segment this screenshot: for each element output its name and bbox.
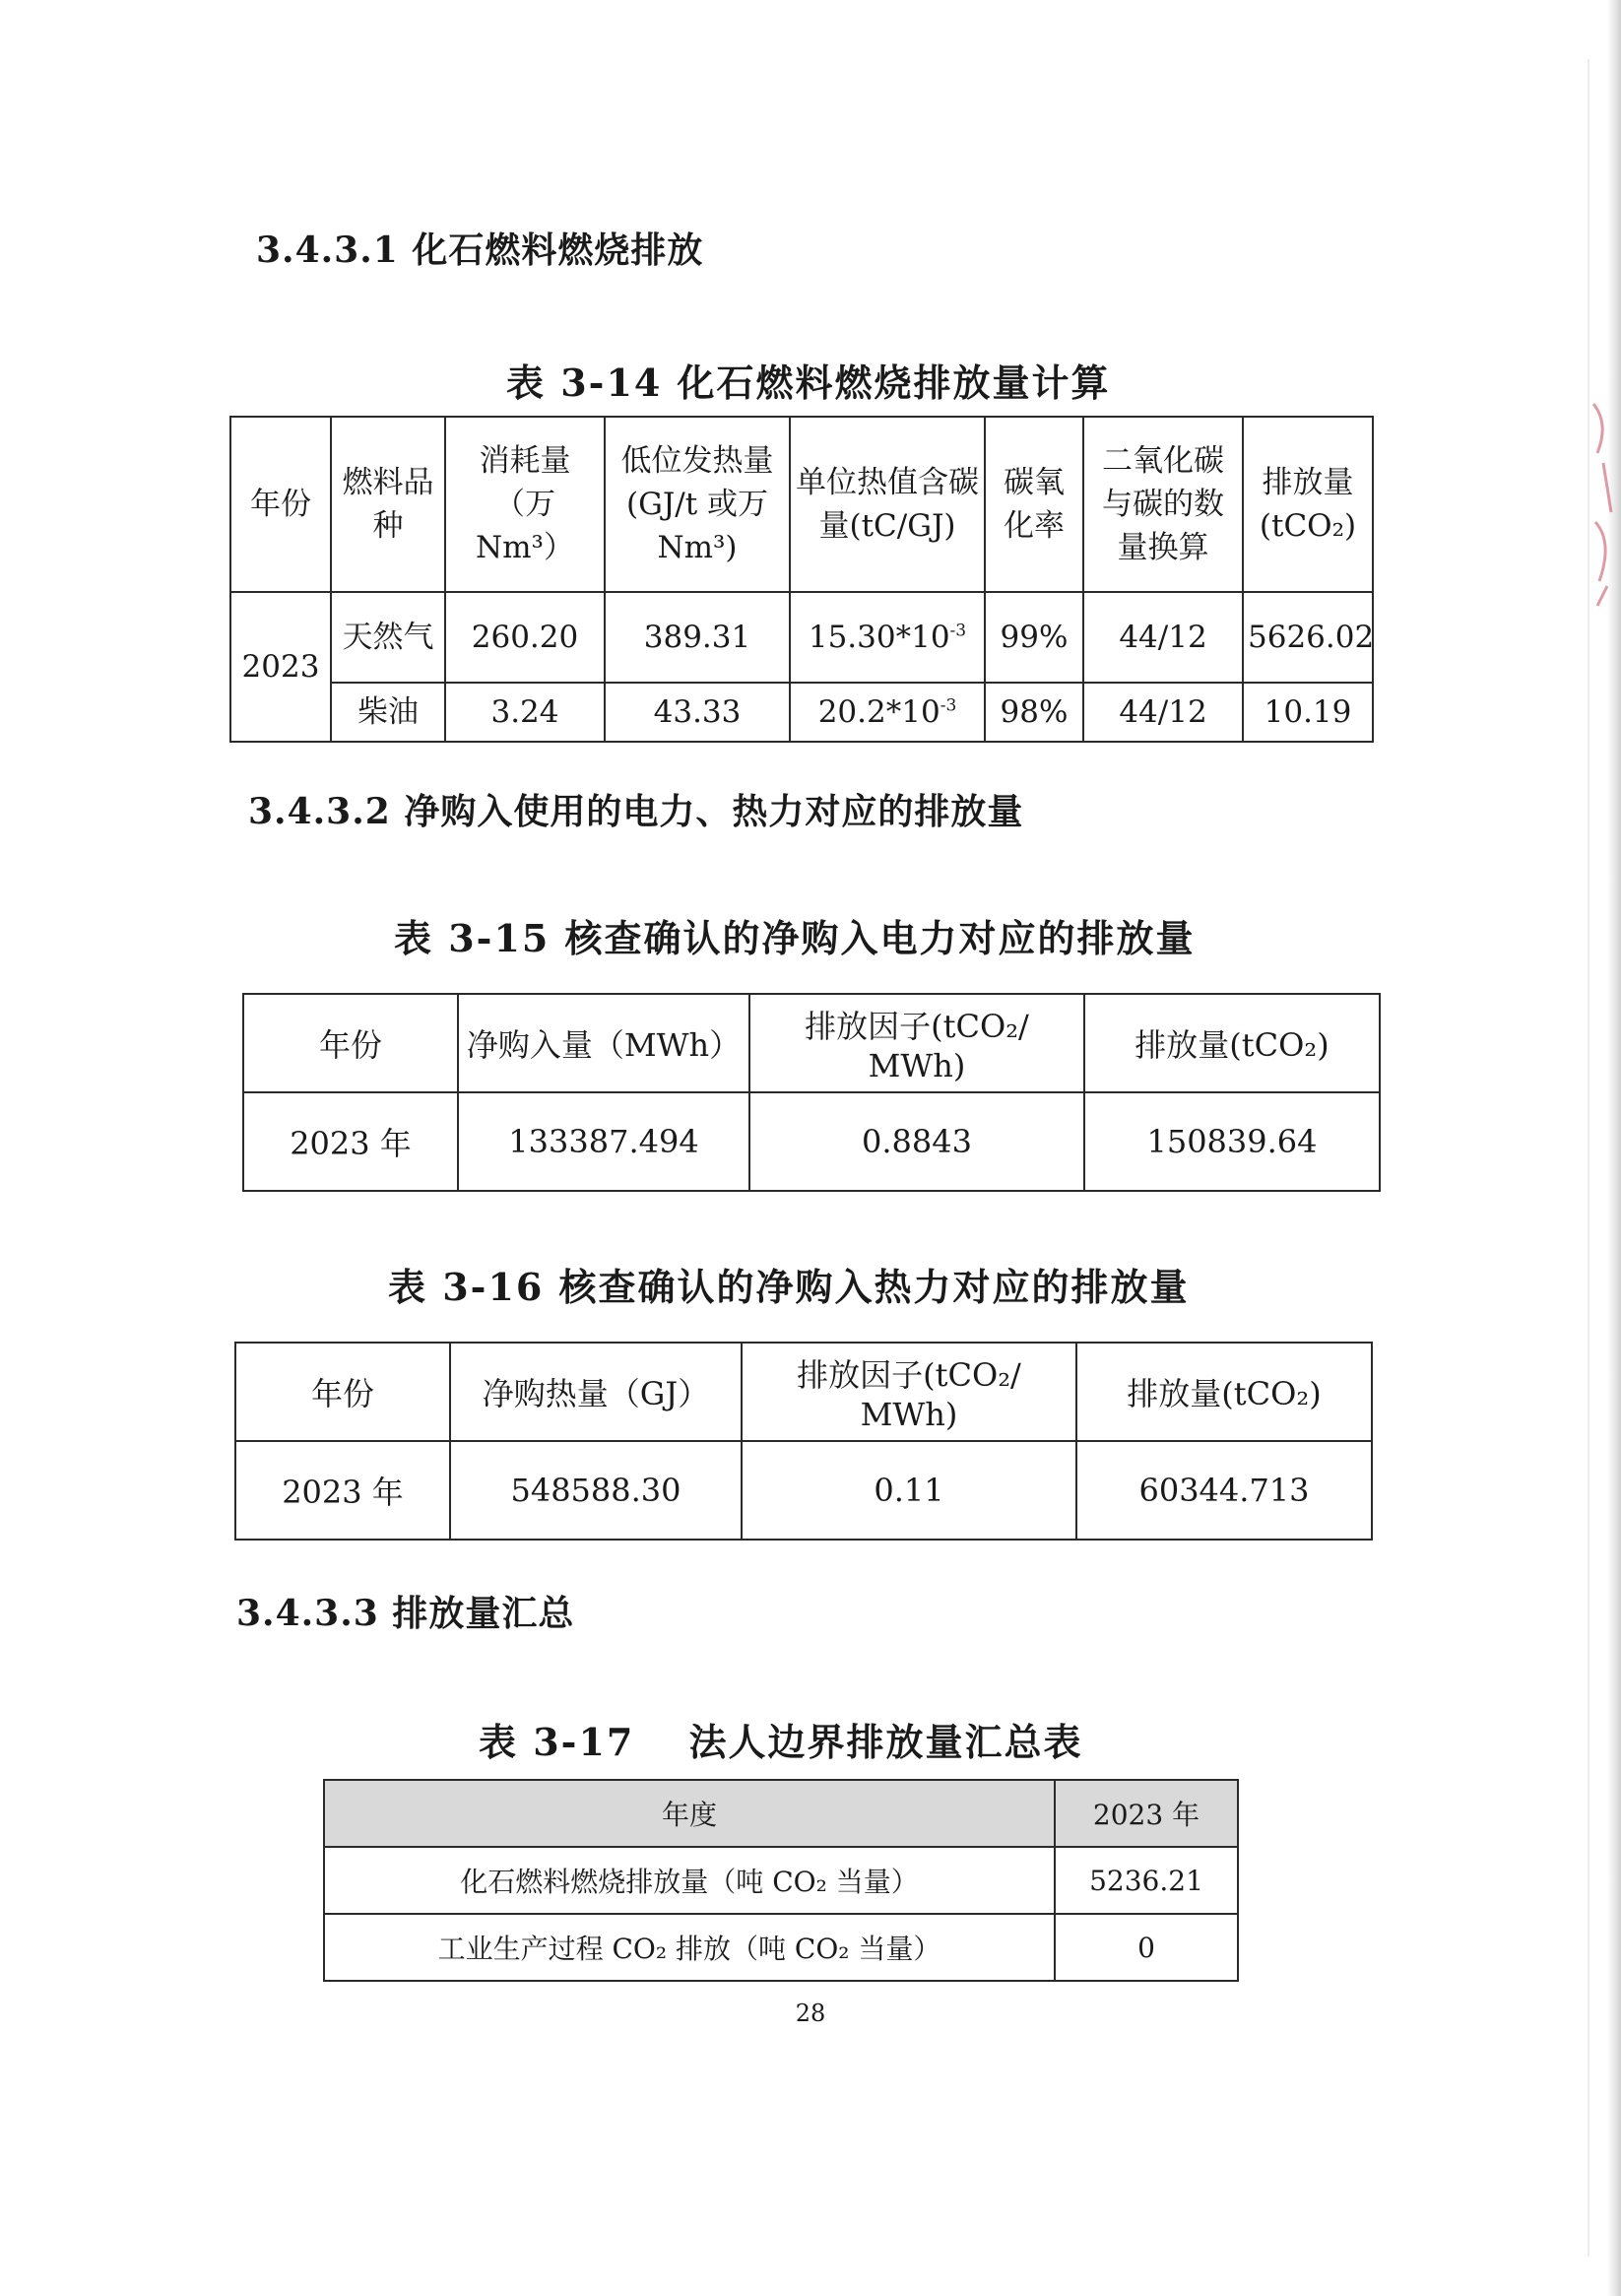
- table-caption-3-16: 表 3-16 核查确认的净购入热力对应的排放量: [388, 1265, 1190, 1309]
- header-year-label: 年度: [324, 1780, 1055, 1847]
- header-year: 年份: [235, 1343, 450, 1441]
- header-purchased-heat: 净购热量（GJ）: [450, 1343, 742, 1441]
- cell-consumption: 3.24: [445, 683, 605, 742]
- header-purchased-amount: 净购入量（MWh）: [458, 994, 749, 1092]
- cell-conversion-ratio: 44/12: [1083, 683, 1243, 742]
- carbon-exponent: -3: [949, 621, 967, 641]
- cell-year: 2023 年: [235, 1441, 450, 1540]
- purchased-heat-table: [234, 1342, 1373, 1541]
- cell-fuel: 柴油: [331, 683, 445, 742]
- header-oxidation-rate: 碳氧化率: [985, 417, 1083, 592]
- cell-lhv: 43.33: [605, 683, 790, 742]
- table-caption-3-14: 表 3-14 化石燃料燃烧排放量计算: [506, 361, 1111, 405]
- cell-carbon-content: [790, 683, 985, 742]
- summary-row-value: 5236.21: [1055, 1847, 1238, 1914]
- cell-emission: 5626.02: [1243, 592, 1373, 683]
- cell-year: 2023: [230, 592, 331, 742]
- cell-emission: 150839.64: [1084, 1092, 1380, 1191]
- header-emission-factor: 排放因子(tCO₂/ MWh): [742, 1343, 1076, 1441]
- header-year-value: 2023 年: [1055, 1780, 1238, 1847]
- header-emission: 排放量(tCO₂): [1076, 1343, 1372, 1441]
- cell-consumption: 260.20: [445, 592, 605, 683]
- page-number: 28: [795, 2000, 826, 2027]
- header-consumption: 消耗量（万 Nm³）: [445, 417, 605, 592]
- cell-oxidation-rate: 98%: [985, 683, 1083, 742]
- purchased-electricity-table: [242, 993, 1381, 1192]
- header-emission: 排放量(tCO₂): [1084, 994, 1380, 1092]
- cell-year: 2023 年: [243, 1092, 458, 1191]
- header-fuel: 燃料品种: [331, 417, 445, 592]
- carbon-base: 15.30*10: [808, 620, 950, 655]
- summary-row-label: 工业生产过程 CO₂ 排放（吨 CO₂ 当量）: [324, 1914, 1055, 1981]
- cell-carbon-content: [790, 592, 985, 683]
- header-conversion-ratio: 二氧化碳与碳的数量换算: [1083, 417, 1243, 592]
- cell-lhv: 389.31: [605, 592, 790, 683]
- cell-emission-factor: 0.11: [742, 1441, 1076, 1540]
- carbon-base: 20.2*10: [817, 694, 940, 730]
- header-lhv: 低位发热量(GJ/t 或万 Nm³): [605, 417, 790, 592]
- cell-conversion-ratio: 44/12: [1083, 592, 1243, 683]
- cell-purchased-amount: 133387.494: [458, 1092, 749, 1191]
- summary-row-value: 0: [1055, 1914, 1238, 1981]
- header-year: 年份: [230, 417, 331, 592]
- cell-emission: 10.19: [1243, 683, 1373, 742]
- cell-emission: 60344.713: [1076, 1441, 1372, 1540]
- cell-purchased-heat: 548588.30: [450, 1441, 742, 1540]
- header-emission: 排放量(tCO₂): [1243, 417, 1373, 592]
- scan-edge-line: [1588, 59, 1589, 2257]
- table-caption-3-15: 表 3-15 核查确认的净购入电力对应的排放量: [394, 916, 1196, 960]
- summary-row-label: 化石燃料燃烧排放量（吨 CO₂ 当量）: [324, 1847, 1055, 1914]
- section-heading-3431: 3.4.3.1 化石燃料燃烧排放: [256, 230, 704, 271]
- emission-summary-table: [323, 1779, 1239, 1982]
- fuel-combustion-table: [229, 416, 1374, 743]
- cell-oxidation-rate: 99%: [985, 592, 1083, 683]
- cell-emission-factor: 0.8843: [749, 1092, 1084, 1191]
- header-carbon-content: 单位热值含碳量(tC/GJ): [790, 417, 985, 592]
- section-heading-3433: 3.4.3.3 排放量汇总: [236, 1593, 575, 1634]
- header-emission-factor: 排放因子(tCO₂/ MWh): [749, 994, 1084, 1092]
- scan-edge-shadow: [1607, 0, 1621, 2296]
- section-heading-3432: 3.4.3.2 净购入使用的电力、热力对应的排放量: [248, 791, 1024, 832]
- cell-fuel: 天然气: [331, 592, 445, 683]
- seal-stamp-fragment: [1589, 394, 1617, 611]
- table-caption-3-17: 表 3-17 法人边界排放量汇总表: [479, 1720, 1083, 1764]
- carbon-exponent: -3: [940, 695, 957, 716]
- header-year: 年份: [243, 994, 458, 1092]
